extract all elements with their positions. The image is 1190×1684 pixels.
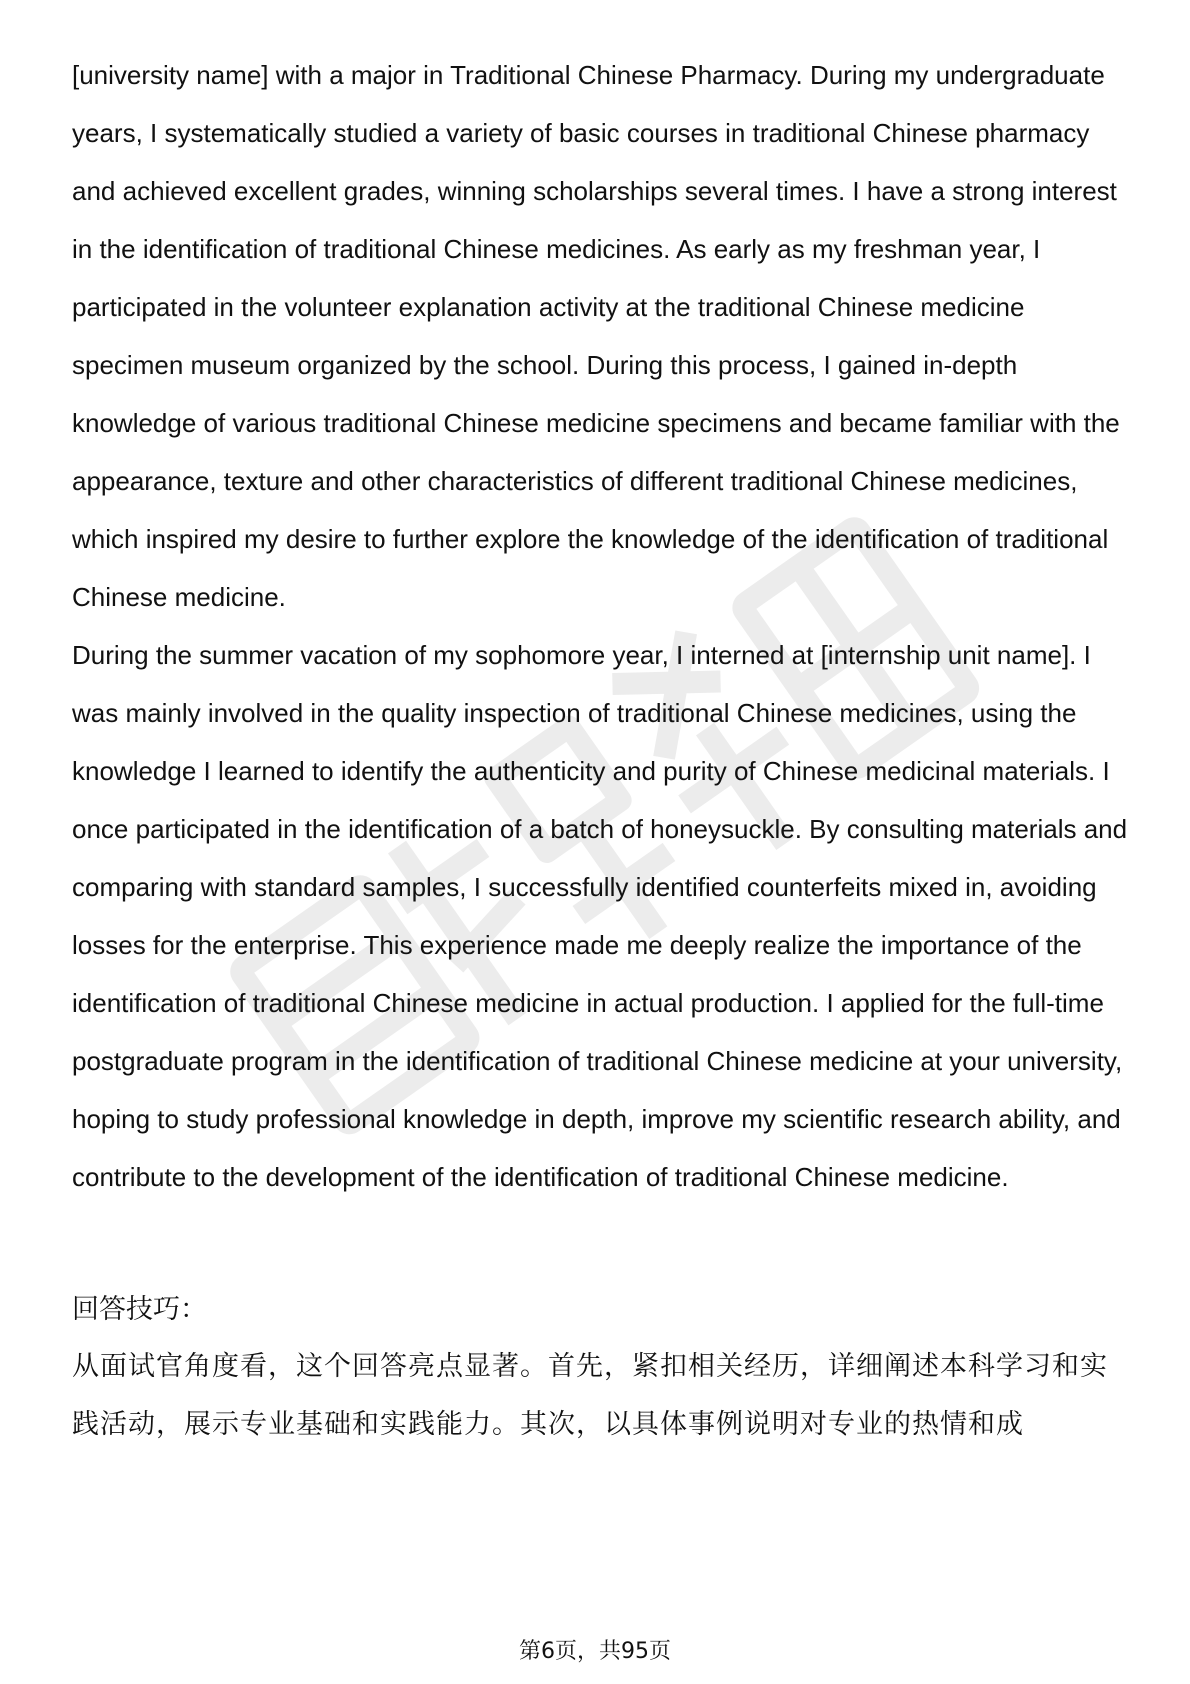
tips-body: 从面试官角度看，这个回答亮点显著。首先，紧扣相关经历，详细阐述本科学习和实践活动，展示专业基础和实践能力。其次，以具体事例说明对专业的热情和成 <box>72 1351 1108 1440</box>
tips-heading: 回答技巧： <box>72 1294 207 1325</box>
page-indicator: 第6页，共95页 <box>519 1639 671 1664</box>
answer-paragraph-2: During the summer vacation of my sophomore year, I interned at [internship unit name]. I was mainly involved in the quality inspection of traditional Chinese medicines, using the knowledge I learned to identify the authenticity and purity of Chinese medicinal materials. I once participated in the identification of a batch of honeysuckle. By consulting materials and comparing with standard samples, I successfully identified counterfeits mixed in, avoiding losses for the enterprise. This experience made me deeply realize the importance of the identification of traditional Chinese medicine in actual production. I applied for the full-time postgraduate program in the identification of traditional Chinese medicine at your university, hoping to study professional knowledge in depth, improve my scientific research ability, and contribute to the development of the identification of traditional Chinese medicine. <box>72 640 1128 1192</box>
document-content <box>72 46 1132 1454</box>
answer-paragraph-1: [university name] with a major in Traditional Chinese Pharmacy. During my undergraduate years, I systematically studied a variety of basic courses in traditional Chinese pharmacy and achieved excellent grades, winning scholarships several times. I have a strong interest in the identification of traditional Chinese medicines. As early as my freshman year, I participated in the volunteer explanation activity at the traditional Chinese medicine specimen museum organized by the school. During this process, I gained in-depth knowledge of various traditional Chinese medicine specimens and became familiar with the appearance, texture and other characteristics of different traditional Chinese medicines, which inspired my desire to further explore the knowledge of the identification of traditional Chinese medicine. <box>72 60 1120 612</box>
